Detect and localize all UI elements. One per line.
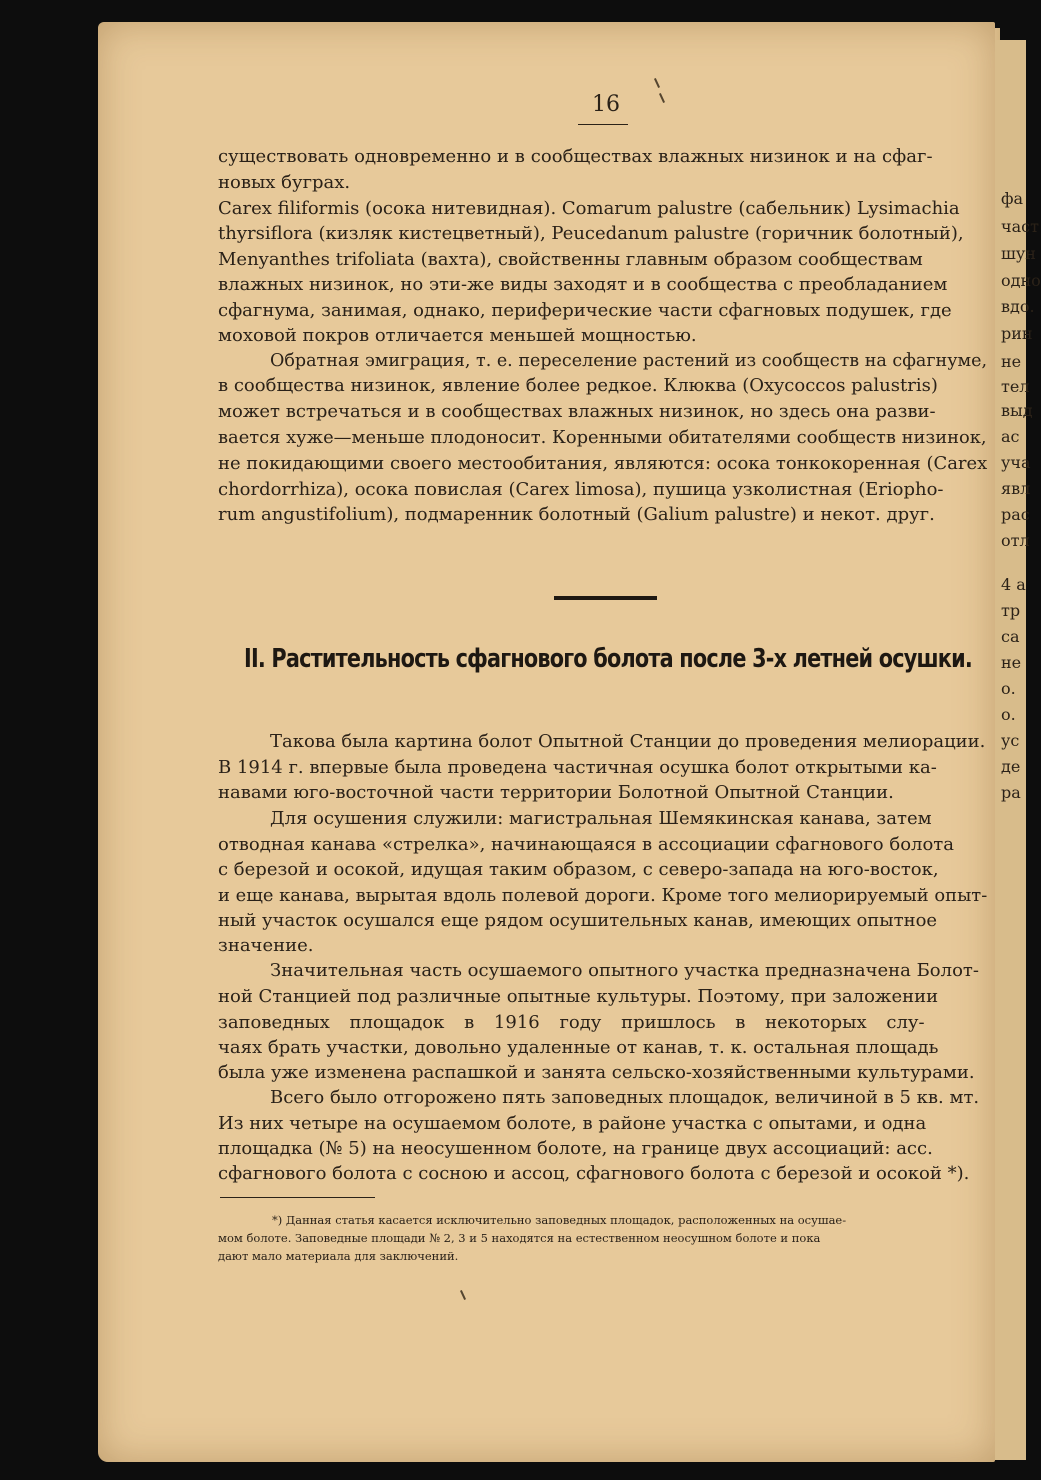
text-line: площадка (№ 5) на неосушенном болоте, на границе двух ассоциаций: асс. — [218, 1138, 933, 1159]
text-line: Значительная часть осушаемого опытного участка предназначена Болот- — [270, 960, 979, 981]
next-page-fragment: вдо. — [1001, 297, 1035, 316]
text-line: не покидающими своего местообитания, являются: осока тонкокоренная (Carex — [218, 453, 988, 474]
footnote-line: *) Данная статья касается исключительно заповедных площадок, расположенных на осушае- — [272, 1213, 847, 1227]
text-line: В 1914 г. впервые была проведена частичная осушка болот открытыми ка- — [218, 757, 937, 778]
next-page-fragment: 4 а — [1001, 575, 1026, 594]
text-line: отводная канава «стрелка», начинающаяся в ассоциации сфагнового болота — [218, 834, 954, 855]
text-line: значение. — [218, 935, 314, 956]
text-line: заповедных площадок в 1916 году пришлось в некоторых слу- — [218, 1012, 925, 1033]
text-line: и еще канава, вырытая вдоль полевой дороги. Кроме того мелиорируемый опыт- — [218, 885, 988, 906]
text-line: Для осушения служили: магистральная Шемякинская канава, затем — [270, 808, 932, 829]
next-page-fragment: фа — [1001, 189, 1024, 208]
text-line: моховой покров отличается меньшей мощностью. — [218, 325, 697, 346]
text-line: thyrsiflora (кизляк кистецветный), Peucedanum palustre (горичник болотный), — [218, 223, 964, 244]
next-page-fragment: ра — [1001, 783, 1021, 802]
next-page-fragment: част — [1001, 217, 1039, 236]
next-page-fragment: одно — [1001, 271, 1041, 290]
page-number-rule — [578, 124, 628, 125]
text-line: Carex filiformis (осока нитевидная). Comarum palustre (сабельник) Lysimachia — [218, 198, 960, 219]
next-page-fragment: о. — [1001, 705, 1016, 724]
section-heading: II. Растительность сфагнового болота после 3-х летней осушки. — [244, 644, 972, 674]
text-line: существовать одновременно и в сообществах влажных низинок и на сфаг- — [218, 146, 933, 167]
section-separator — [554, 596, 657, 600]
next-page-fragment: отл — [1001, 531, 1030, 550]
next-page-fragment: явл — [1001, 479, 1031, 498]
next-page-fragment: тел — [1001, 377, 1030, 396]
next-page-fragment: рас — [1001, 505, 1030, 524]
text-line: сфагнума, занимая, однако, периферические части сфагновых подушек, где — [218, 300, 952, 321]
next-page-fragment: тр — [1001, 601, 1021, 620]
text-line: чаях брать участки, довольно удаленные от канав, т. к. остальная площадь — [218, 1037, 939, 1058]
text-line: Из них четыре на осушаемом болоте, в районе участка с опытами, и одна — [218, 1113, 927, 1134]
text-line: вается хуже—меньше плодоносит. Коренными обитателями сообществ низинок, — [218, 427, 987, 448]
next-page-fragment: выд — [1001, 401, 1033, 420]
text-line: с березой и осокой, идущая таким образом, с северо-запада на юго-восток, — [218, 859, 939, 880]
text-line: новых буграх. — [218, 172, 351, 193]
text-line: влажных низинок, но эти-же виды заходят и в сообщества с преобладанием — [218, 274, 948, 295]
next-page-fragment: са — [1001, 627, 1020, 646]
next-page-fragment: не — [1001, 352, 1022, 371]
footnote-line: мом болоте. Заповедные площади № 2, 3 и 5 находятся на естественном неосушном болоте и пока — [218, 1231, 821, 1245]
text-line: ной Станцией под различные опытные культуры. Поэтому, при заложении — [218, 986, 939, 1007]
text-line: в сообщества низинок, явление более редкое. Клюква (Oxycoccos palustris) — [218, 375, 938, 396]
next-page-strip — [995, 40, 1041, 1460]
text-line: Menyanthes trifoliata (вахта), свойственны главным образом сообществам — [218, 249, 923, 270]
text-line: Обратная эмиграция, т. е. переселение растений из сообществ на сфагнуме, — [270, 350, 988, 371]
next-page-fragment: о. — [1001, 679, 1016, 698]
page-number: 16 — [592, 92, 620, 117]
footnote-rule — [220, 1197, 375, 1198]
text-line: Такова была картина болот Опытной Станции до проведения мелиорации. — [270, 731, 986, 752]
footnote-line: дают мало материала для заключений. — [218, 1249, 459, 1263]
text-line: навами юго-восточной части территории Болотной Опытной Станции. — [218, 782, 894, 803]
next-page-fragment: не — [1001, 653, 1022, 672]
next-page-fragment: рин — [1001, 324, 1033, 343]
text-line: ный участок осушался еще рядом осушительных канав, имеющих опытное — [218, 910, 938, 931]
text-line: может встречаться и в сообществах влажных низинок, но здесь она разви- — [218, 401, 936, 422]
next-page-fragment: шун — [1001, 244, 1036, 263]
next-page-fragment: уча — [1001, 453, 1031, 472]
text-line: была уже изменена распашкой и занята сельско-хозяйственными культурами. — [218, 1062, 975, 1083]
text-line: rum angustifolium), подмаренник болотный (Galium palustre) и некот. друг. — [218, 504, 935, 525]
next-page-fragment: де — [1001, 757, 1021, 776]
next-page-fragment: ас — [1001, 427, 1020, 446]
text-line: сфагнового болота с сосною и ассоц, сфагнового болота с березой и осокой *). — [218, 1163, 970, 1184]
next-page-fragment: ус — [1001, 731, 1020, 750]
text-line: chordorrhiza), осока повислая (Carex limosa), пушица узколистная (Eriopho- — [218, 479, 944, 500]
text-line: Всего было отгорожено пять заповедных площадок, величиной в 5 кв. мт. — [270, 1087, 980, 1108]
